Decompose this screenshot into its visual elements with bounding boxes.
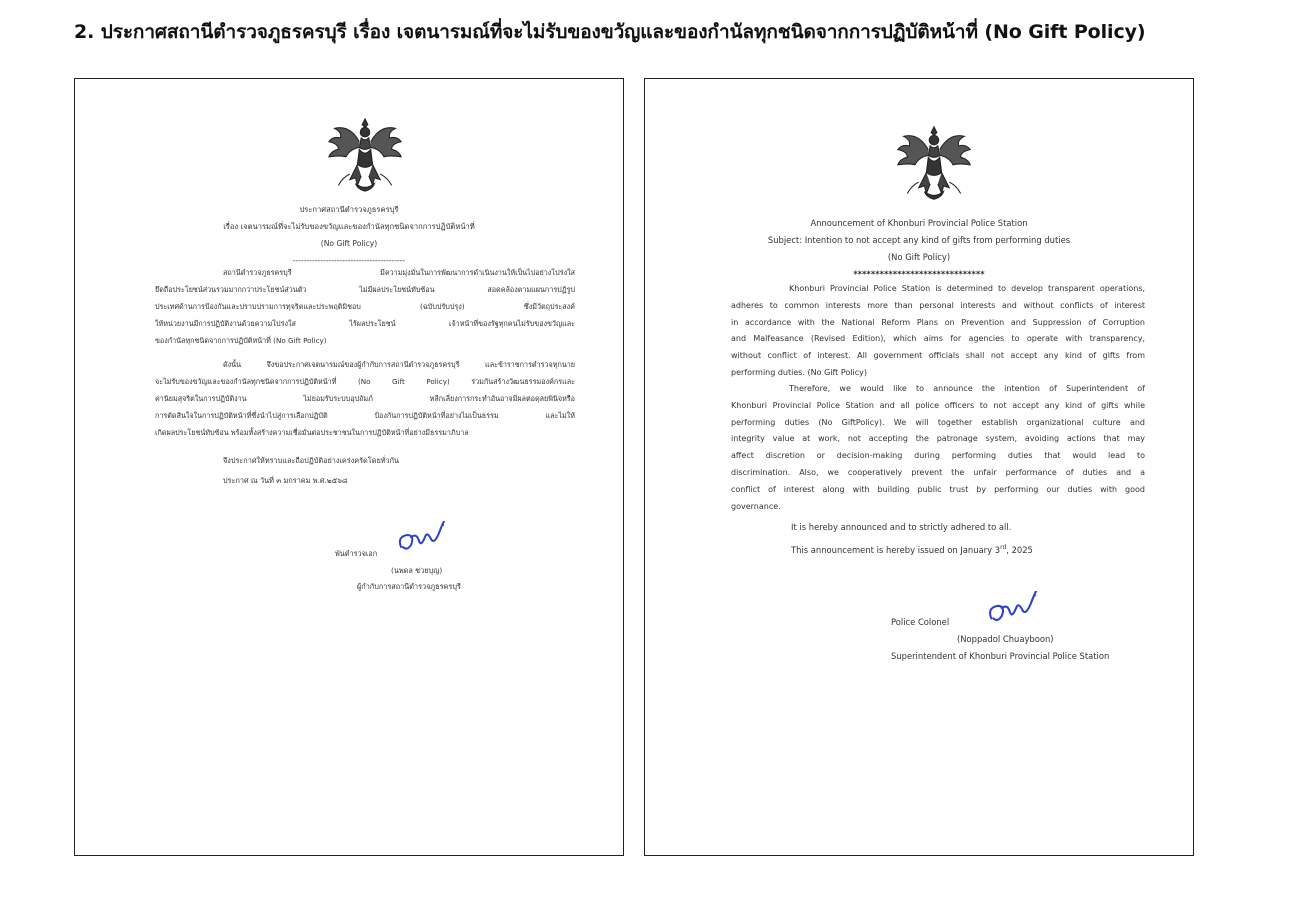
thai-announcement-document[interactable] xyxy=(74,78,624,856)
garuda-emblem-icon xyxy=(895,123,973,203)
paragraph-line: ของกำนัลทุกชนิดจากการปฏิบัติหน้าที่ (No Gift Policy) xyxy=(155,336,327,345)
thai-subject-line: เรื่อง เจตนารมณ์ที่จะไม่รับของขวัญและของกำนัลทุกชนิดจากการปฏิบัติหน้าที่ xyxy=(223,222,475,231)
english-signer-name: (Noppadol Chuayboon) xyxy=(957,634,1054,644)
paragraph-line: conflict of interest along with building public trust by performing our duties with good xyxy=(731,484,1145,494)
signature-icon xyxy=(985,591,1039,629)
paragraph-line: adheres to common interests more than personal interests and without conflicts of interest xyxy=(731,300,1145,310)
english-signer-rank: Police Colonel xyxy=(891,617,950,627)
page-heading: 2. ประกาศสถานีตำรวจภูธรครบุรี เรื่อง เจตนารมณ์ที่จะไม่รับของขวัญและของกำนัลทุกชนิดจากการปฏิบัติหน้าที่ (No Gift Policy) xyxy=(74,21,1146,43)
thai-closing: จึงประกาศให้ทราบและถือปฏิบัติอย่างเคร่งครัดโดยทั่วกัน xyxy=(223,456,400,465)
paragraph-line: Khonburi Provincial Police Station and all police officers to not accept any kind of gifts while xyxy=(731,400,1145,410)
thai-signer-position: ผู้กำกับการสถานีตำรวจภูธรครบุรี xyxy=(357,582,461,591)
thai-date: ประกาศ ณ วันที่ ๓ มกราคม พ.ศ.๒๕๖๘ xyxy=(223,476,348,485)
thai-signer-name: (นพดล ช่วยบุญ) xyxy=(391,566,443,575)
paragraph-line: จะไม่รับของขวัญและของกำนัลทุกชนิดจากการปฏิบัติหน้าที่ (No Gift Policy) ร่วมกันสร้างวัฒนธรรมองค์กรและ xyxy=(155,377,575,386)
english-title-block xyxy=(645,215,1193,283)
garuda-emblem-icon xyxy=(327,115,403,195)
paragraph-line: สถานีตำรวจภูธรครบุรี มีความมุ่งมั่นในการพัฒนาการดำเนินงานให้เป็นไปอย่างโปร่งใส xyxy=(223,268,575,277)
paragraph-line: performing duties. (No Gift Policy) xyxy=(731,367,867,377)
paragraph-line: affect discretion or decision-making during performing duties that would lead to xyxy=(731,451,1145,461)
paragraph-line: integrity value at work, not accepting the patronage system, avoiding actions that may xyxy=(731,434,1145,444)
thai-title-block xyxy=(75,201,623,269)
english-date-year: , 2025 xyxy=(1006,544,1033,555)
english-divider-line: ****************************** xyxy=(853,269,985,279)
thai-paragraph-1 xyxy=(155,264,575,349)
paragraph-line: ค่านิยมสุจริตในการปฏิบัติงาน ไม่ยอมรับระบบอุปถัมภ์ หลีกเลี่ยงการกระทำอันอาจมีผลต่อดุลยพินิจหรือ xyxy=(155,394,575,403)
paragraph-line: discrimination. Also, we cooperatively prevent the unfair performance of duties and a xyxy=(731,467,1145,477)
paragraph-line: governance. xyxy=(731,501,781,511)
english-date-ordinal: rd xyxy=(1000,544,1007,551)
paragraph-line: ดังนั้น จึงขอประกาศเจตนารมณ์ของผู้กำกับการสถานีตำรวจภูธรครบุรี และข้าราชการตำรวจทุกนาย xyxy=(223,360,575,369)
english-subject-line: Subject: Intention to not accept any kind of gifts from performing duties xyxy=(767,235,1071,245)
english-policy-line: (No Gift Policy) xyxy=(887,252,951,262)
thai-divider-line: ----------------------------------------- xyxy=(292,256,406,265)
paragraph-line: Khonburi Provincial Police Station is determined to develop transparent operations, xyxy=(789,284,1145,293)
thai-title-line: ประกาศสถานีตำรวจภูธรครบุรี xyxy=(299,205,399,214)
english-closing: It is hereby announced and to strictly adhered to all. xyxy=(791,522,1012,532)
paragraph-line: Therefore, we would like to announce the intention of Superintendent of xyxy=(789,384,1145,393)
thai-signer-rank: พันตำรวจเอก xyxy=(335,549,378,558)
thai-paragraph-2 xyxy=(155,356,575,441)
paragraph-line: and Malfeasance (Revised Edition), which aims for agencies to operate with transparency, xyxy=(731,334,1145,344)
signature-icon xyxy=(395,521,447,557)
english-paragraph-2 xyxy=(731,381,1145,515)
paragraph-line: in accordance with the National Reform Plans on Prevention and Suppression of Corruption xyxy=(731,317,1145,327)
english-announcement-document[interactable] xyxy=(644,78,1194,856)
english-title-line: Announcement of Khonburi Provincial Police Station xyxy=(810,218,1028,228)
paragraph-line: ประเทศด้านการป้องกันและปราบปรามการทุจริตและประพฤติมิชอบ (ฉบับปรับปรุง) ซึ่งมีวัตถุประสงค์ xyxy=(155,302,575,311)
paragraph-line: performing duties (No GiftPolicy). We will together establish organizational culture and xyxy=(731,417,1145,427)
paragraph-line: เกิดผลประโยชน์ทับซ้อน พร้อมทั้งสร้างความเชื่อมั่นต่อประชาชนในการปฏิบัติหน้าที่อย่างมีธรรมาภิบาล xyxy=(155,428,469,437)
english-date xyxy=(791,544,1033,555)
english-date-text: This announcement is hereby issued on January 3 xyxy=(791,544,1001,555)
paragraph-line: การตัดสินใจในการปฏิบัติหน้าที่ซึ่งนำไปสู่การเลือกปฏิบัติ ป้องกันการปฏิบัติหน้าที่อย่างไม่เป็นธรรม และไม่ให้ xyxy=(155,411,575,420)
english-signer-position: Superintendent of Khonburi Provincial Police Station xyxy=(891,651,1110,661)
thai-policy-line: (No Gift Policy) xyxy=(320,239,378,248)
paragraph-line: ให้หน่วยงานมีการปฏิบัติงานด้วยความโปร่งใส ไร้ผลประโยชน์ เจ้าหน้าที่ของรัฐทุกคนไม่รับของขวัญและ xyxy=(155,319,575,328)
english-paragraph-1 xyxy=(731,281,1145,382)
paragraph-line: ยึดถือประโยชน์ส่วนรวมมากกว่าประโยชน์ส่วนตัว ไม่มีผลประโยชน์ทับซ้อน สอดคล้องตามแผนการปฏิรูป xyxy=(155,285,575,294)
paragraph-line: without conflict of interest. All government officials shall not accept any kind of gifts from xyxy=(731,351,1145,361)
